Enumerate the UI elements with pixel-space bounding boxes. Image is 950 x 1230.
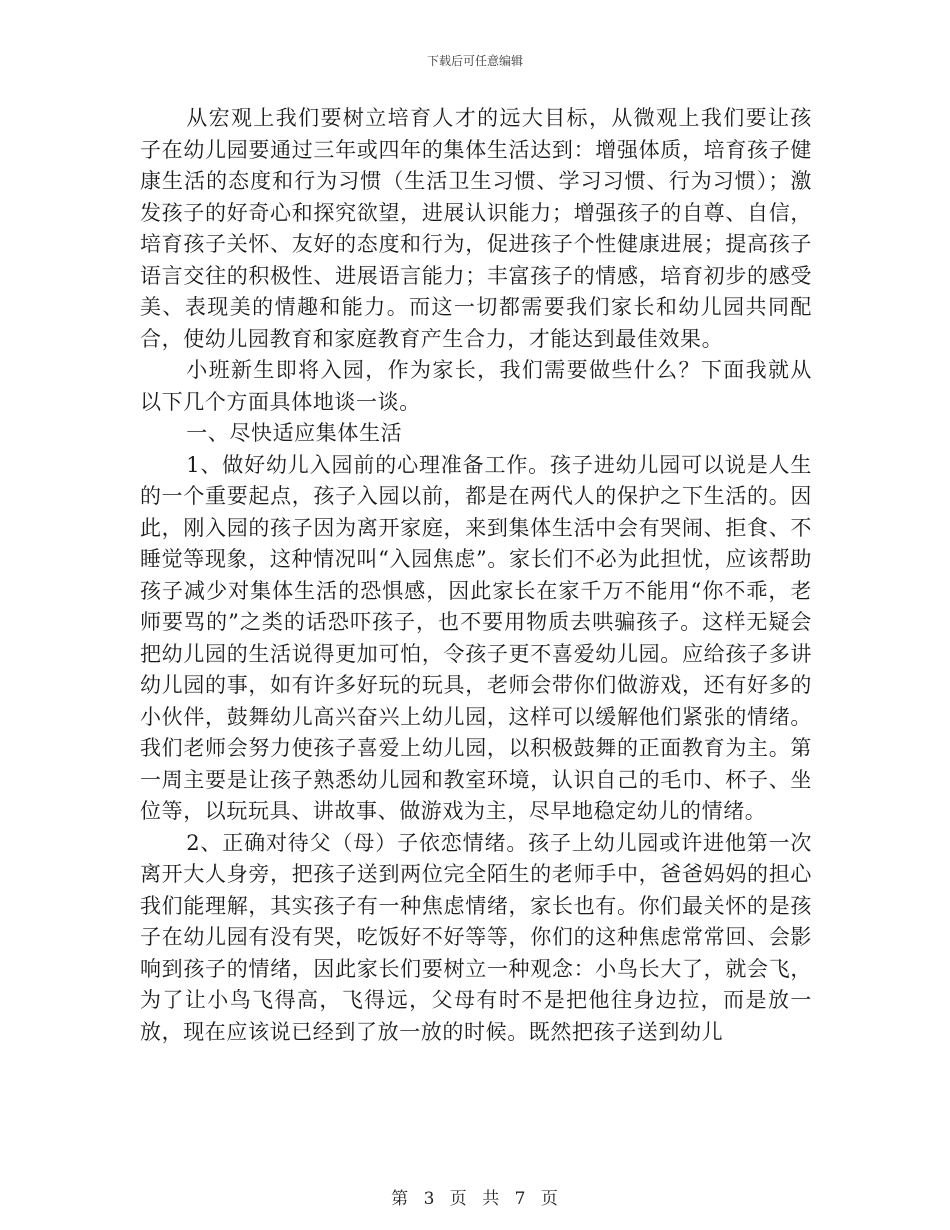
paragraph: 1、做好幼儿入园前的心理准备工作。孩子进幼儿园可以说是人生的一个重要起点，孩子入园以前，都是在两代人的保护之下生活的。因此，刚入园的孩子因为离开家庭，来到集体生活中会有哭闹、拒食、不睡觉等现象，这种情况叫“入园焦虑”。家长们不必为此担忧，应该帮助孩子减少对集体生活的恐惧感，因此家长在家千万不能用“你不乖，老师要骂的”之类的话恐吓孩子，也不要用物质去哄骗孩子。这样无疑会把幼儿园的生活说得更加可怕，令孩子更不喜爱幼儿园。应给孩子多讲幼儿园的事，如有许多好玩的玩具，老师会带你们做游戏，还有好多的小伙伴，鼓舞幼儿高兴奋兴上幼儿园，这样可以缓解他们紧张的情绪。我们老师会努力使孩子喜爱上幼儿园，以积极鼓舞的正面教育为主。第一周主要是让孩子熟悉幼儿园和教室环境，认识自己的毛巾、杯子、坐位等，以玩玩具、讲故事、做游戏为主，尽早地稳定幼儿的情绪。: [140, 452, 812, 823]
total-word: 共: [482, 1189, 501, 1209]
page-unit: 页: [449, 1189, 468, 1209]
body-text: [140, 103, 812, 1048]
paragraph: 小班新生即将入园，作为家长，我们需要做些什么？下面我就从以下几个方面具体地谈一谈。: [140, 358, 812, 414]
paragraph: 从宏观上我们要树立培育人才的远大目标，从微观上我们要让孩子在幼儿园要通过三年或四年的集体生活达到：增强体质，培育孩子健康生活的态度和行为习惯（生活卫生习惯、学习习惯、行为习惯）；激发孩子的好奇心和探究欲望，进展认识能力；增强孩子的自尊、自信，培育孩子关怀、友好的态度和行为，促进孩子个性健康进展；提高孩子语言交往的积极性、进展语言能力；丰富孩子的情感，培育初步的感受美、表现美的情趣和能力。而这一切都需要我们家长和幼儿园共同配合，使幼儿园教育和家庭教育产生合力，才能达到最佳效果。: [140, 106, 812, 351]
page-footer: [0, 1184, 950, 1209]
total-pages-number: 7: [514, 1189, 527, 1209]
page-header: 下载后可任意编辑: [426, 54, 523, 68]
total-unit: 页: [540, 1189, 559, 1209]
current-page-number: 3: [423, 1189, 436, 1209]
paragraph: 2、正确对待父（母）子依恋情绪。孩子上幼儿园或许进他第一次离开大人身旁，把孩子送到两位完全陌生的老师手中，爸爸妈妈的担心我们能理解，其实孩子有一种焦虑情绪，家长也有。你们最关怀的是孩子在幼儿园有没有哭，吃饭好不好等等，你们的这种焦虑常常回、会影响到孩子的情绪，因此家长们要树立一种观念：小鸟长大了，就会飞，为了让小鸟飞得高，飞得远，父母有时不是把他往身边拉，而是放一放，现在应该说已经到了放一放的时候。既然把孩子送到幼儿: [140, 830, 812, 1044]
page-word: 第: [391, 1189, 410, 1209]
section-heading: 一、尽快适应集体生活: [186, 421, 403, 445]
